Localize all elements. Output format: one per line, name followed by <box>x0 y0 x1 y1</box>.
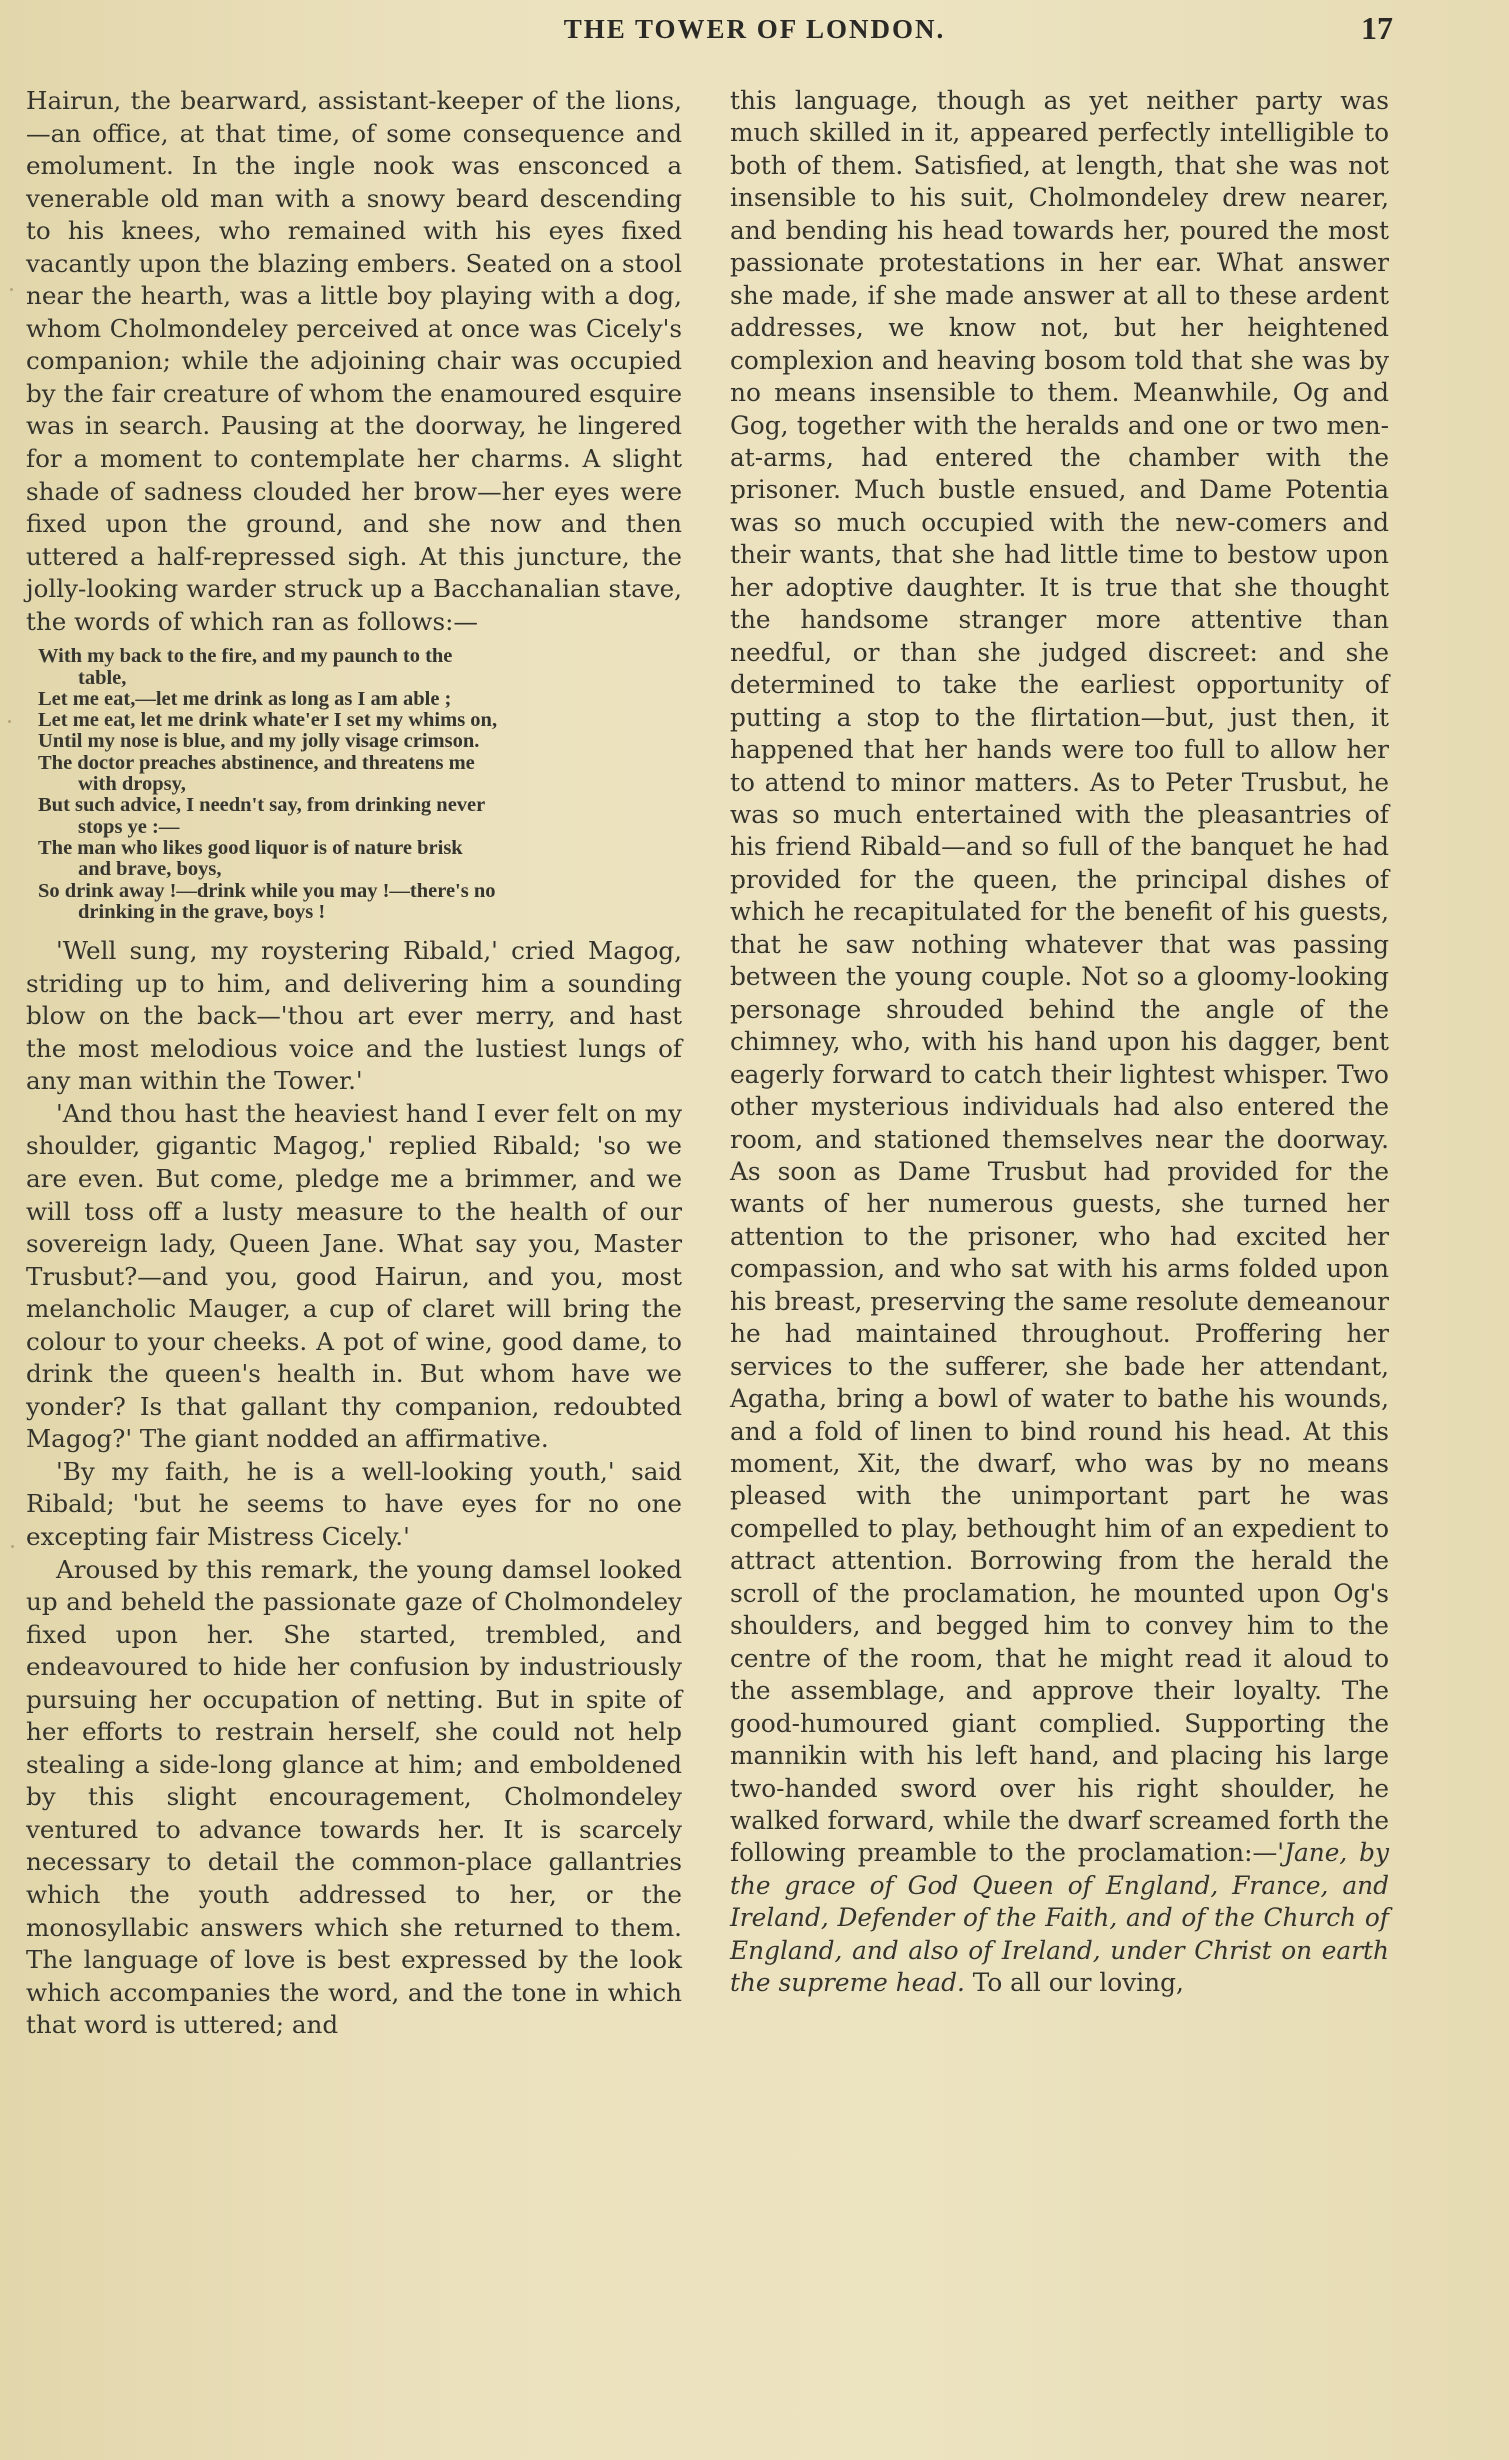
margin-speck <box>8 720 11 723</box>
right-paragraph-end: To all our loving, <box>972 1968 1184 1998</box>
right-paragraph-text: this language, though as yet neither party was much skilled in it, appeared perfectly intelligible to both of them. Satisfied, at length, that she was not insensible to his suit, Cholmondeley drew nearer, and bending his head towards her, poured the most passionate protestations in her ear. What answer she made, if she made answer at all to these ardent addresses, we know not, but her heightened complexion and heaving bosom told that she was by no means insensible to them. Meanwhile, Og and Gog, together with the heralds and one or two men-at-arms, had entered the chamber with the prisoner. Much bustle ensued, and Dame Potentia was so much occupied with the new-comers and their wants, that she had little time to bestow upon her adoptive daughter. It is true that she thought the handsome stranger more attentive than needful, or than she judged discreet: and she determined to take the earliest opportunity of putting a stop to the flirtation—but, just then, it happened that her hands were too full to allow her to attend to minor matters. As to Peter Trusbut, he was so much entertained with the pleasantries of his friend Ribald—and so full of the banquet he had provided for the queen, the principal dishes of which he recapitulated for the benefit of his guests, that he saw nothing whatever that was passing between the young couple. Not so a gloomy-looking personage shrouded behind the angle of the chimney, who, with his hand upon his dagger, bent eagerly forward to catch their lightest whisper. Two other mysterious individuals had also entered the room, and stationed themselves near the doorway. As soon as Dame Trusbut had provided for the wants of her numerous guests, she turned her attention to the prisoner, who had excited her compassion, and who sat with his arms folded upon his breast, preserving the same resolute demeanour he had maintained throughout. Proffering her services to the sufferer, she bade her attendant, Agatha, bring a bowl of water to bathe his wounds, and a fold of linen to bind round his head. At this moment, Xit, the dwarf, who was by no means pleased with the unimportant part he was compelled to play, bethought him of an expedient to attract attention. Borrowing from the herald the scroll of the proclamation, he mounted upon Og's shoulders, and begged him to convey him to the centre of the room, that he might read it aloud to the assemblage, and approve their loyalty. The good-humoured giant complied. Supporting the mannikin with his left hand, and placing his large two-handed sword over his right shoulder, he walked forward, while the dwarf screamed forth the following preamble to the proclamation:— <box>730 86 1389 1868</box>
right-column <box>730 85 1389 2000</box>
verse-line: table, <box>78 666 127 689</box>
verse-line: With my back to the fire, and my paunch to the <box>38 645 453 668</box>
verse-line: stops ye :— <box>78 815 180 838</box>
left-paragraph-1: Hairun, the bearward, assistant-keeper of the lions,—an office, at that time, of some consequence and emolument. In the ingle nook was ensconced a venerable old man with a snowy beard descending to his knees, who remained with his eyes fixed vacantly upon the blazing embers. Seated on a stool near the hearth, was a little boy playing with a dog, whom Cholmondeley perceived at once was Cicely's companion; while the adjoining chair was occupied by the fair creature of whom the enamoured esquire was in search. Pausing at the doorway, he lingered for a moment to contemplate her charms. A slight shade of sadness clouded her brow—her eyes were fixed upon the ground, and she now and then uttered a half-repressed sigh. At this juncture, the jolly-looking warder struck up a Bacchanalian stave, the words of which ran as follows:— <box>26 86 682 636</box>
left-paragraph-2: 'Well sung, my roystering Ribald,' cried Magog, striding up to him, and delivering him a sounding blow on the back—'thou art ever merry, and hast the most melodious voice and the lustiest lungs of any man within the Tower.' <box>26 936 682 1096</box>
proclamation-text: 'Jane, by the grace of God Queen of England, France, and Ireland, Defender of the Faith, and of the Church of England, and also of Ireland, under Christ on earth the supreme head. <box>730 1838 1389 1998</box>
verse-line: The man who likes good liquor is of nature brisk <box>38 836 463 859</box>
running-head-title: THE TOWER OF LONDON. <box>563 14 946 44</box>
verse-line: But such advice, I needn't say, from drinking never <box>38 794 486 817</box>
verse-line: Let me eat,—let me drink as long as I am able ; <box>38 687 452 710</box>
left-paragraph-3: 'And thou hast the heaviest hand I ever felt on my shoulder, gigantic Magog,' replied Ribald; 'so we are even. But come, pledge me a brimmer, and we will toss off a lusty measure to the health of our sovereign lady, Queen Jane. What say you, Master Trusbut?—and you, good Hairun, and you, most melancholic Mauger, a cup of claret will bring the colour to your cheeks. A pot of wine, good dame, to drink the queen's health in. But whom have we yonder? Is that gallant thy companion, redoubted Magog?' The giant nodded an affirmative. <box>26 1098 682 1454</box>
verse-line: Until my nose is blue, and my jolly visage crimson. <box>38 730 480 753</box>
verse-line: Let me eat, let me drink whate'er I set my whims on, <box>38 709 498 732</box>
verse-line: drinking in the grave, boys ! <box>78 900 326 923</box>
verse-line: and brave, boys, <box>78 858 222 881</box>
left-paragraph-4: 'By my faith, he is a well-looking youth,' said Ribald; 'but he seems to have eyes for no one excepting fair Mistress Cicely.' <box>26 1456 682 1551</box>
left-paragraph-5: Aroused by this remark, the young damsel looked up and beheld the passionate gaze of Cholmondeley fixed upon her. She started, trembled, and endeavoured to hide her confusion by industriously pursuing her occupation of netting. But in spite of her efforts to restrain herself, she could not help stealing a side-long glance at him; and emboldened by this slight encouragement, Cholmondeley ventured to advance towards her. It is scarcely necessary to detail the common-place gallantries which the youth addressed to her, or the monosyllabic answers which she returned to them. The language of love is best expressed by the look which accompanies the word, and the tone in which that word is uttered; and <box>26 1554 682 2040</box>
running-head <box>0 8 1509 52</box>
left-column <box>26 85 682 2042</box>
verse-line: So drink away !—drink while you may !—there's no <box>38 879 496 902</box>
verse-line: The doctor preaches abstinence, and threatens me <box>38 751 475 774</box>
verse-line: with dropsy, <box>78 773 186 796</box>
page-number: 17 <box>1361 10 1393 46</box>
right-paragraph-1 <box>730 85 1389 2000</box>
margin-speck <box>11 1545 14 1548</box>
margin-speck <box>10 288 13 291</box>
song-verse <box>26 646 682 923</box>
